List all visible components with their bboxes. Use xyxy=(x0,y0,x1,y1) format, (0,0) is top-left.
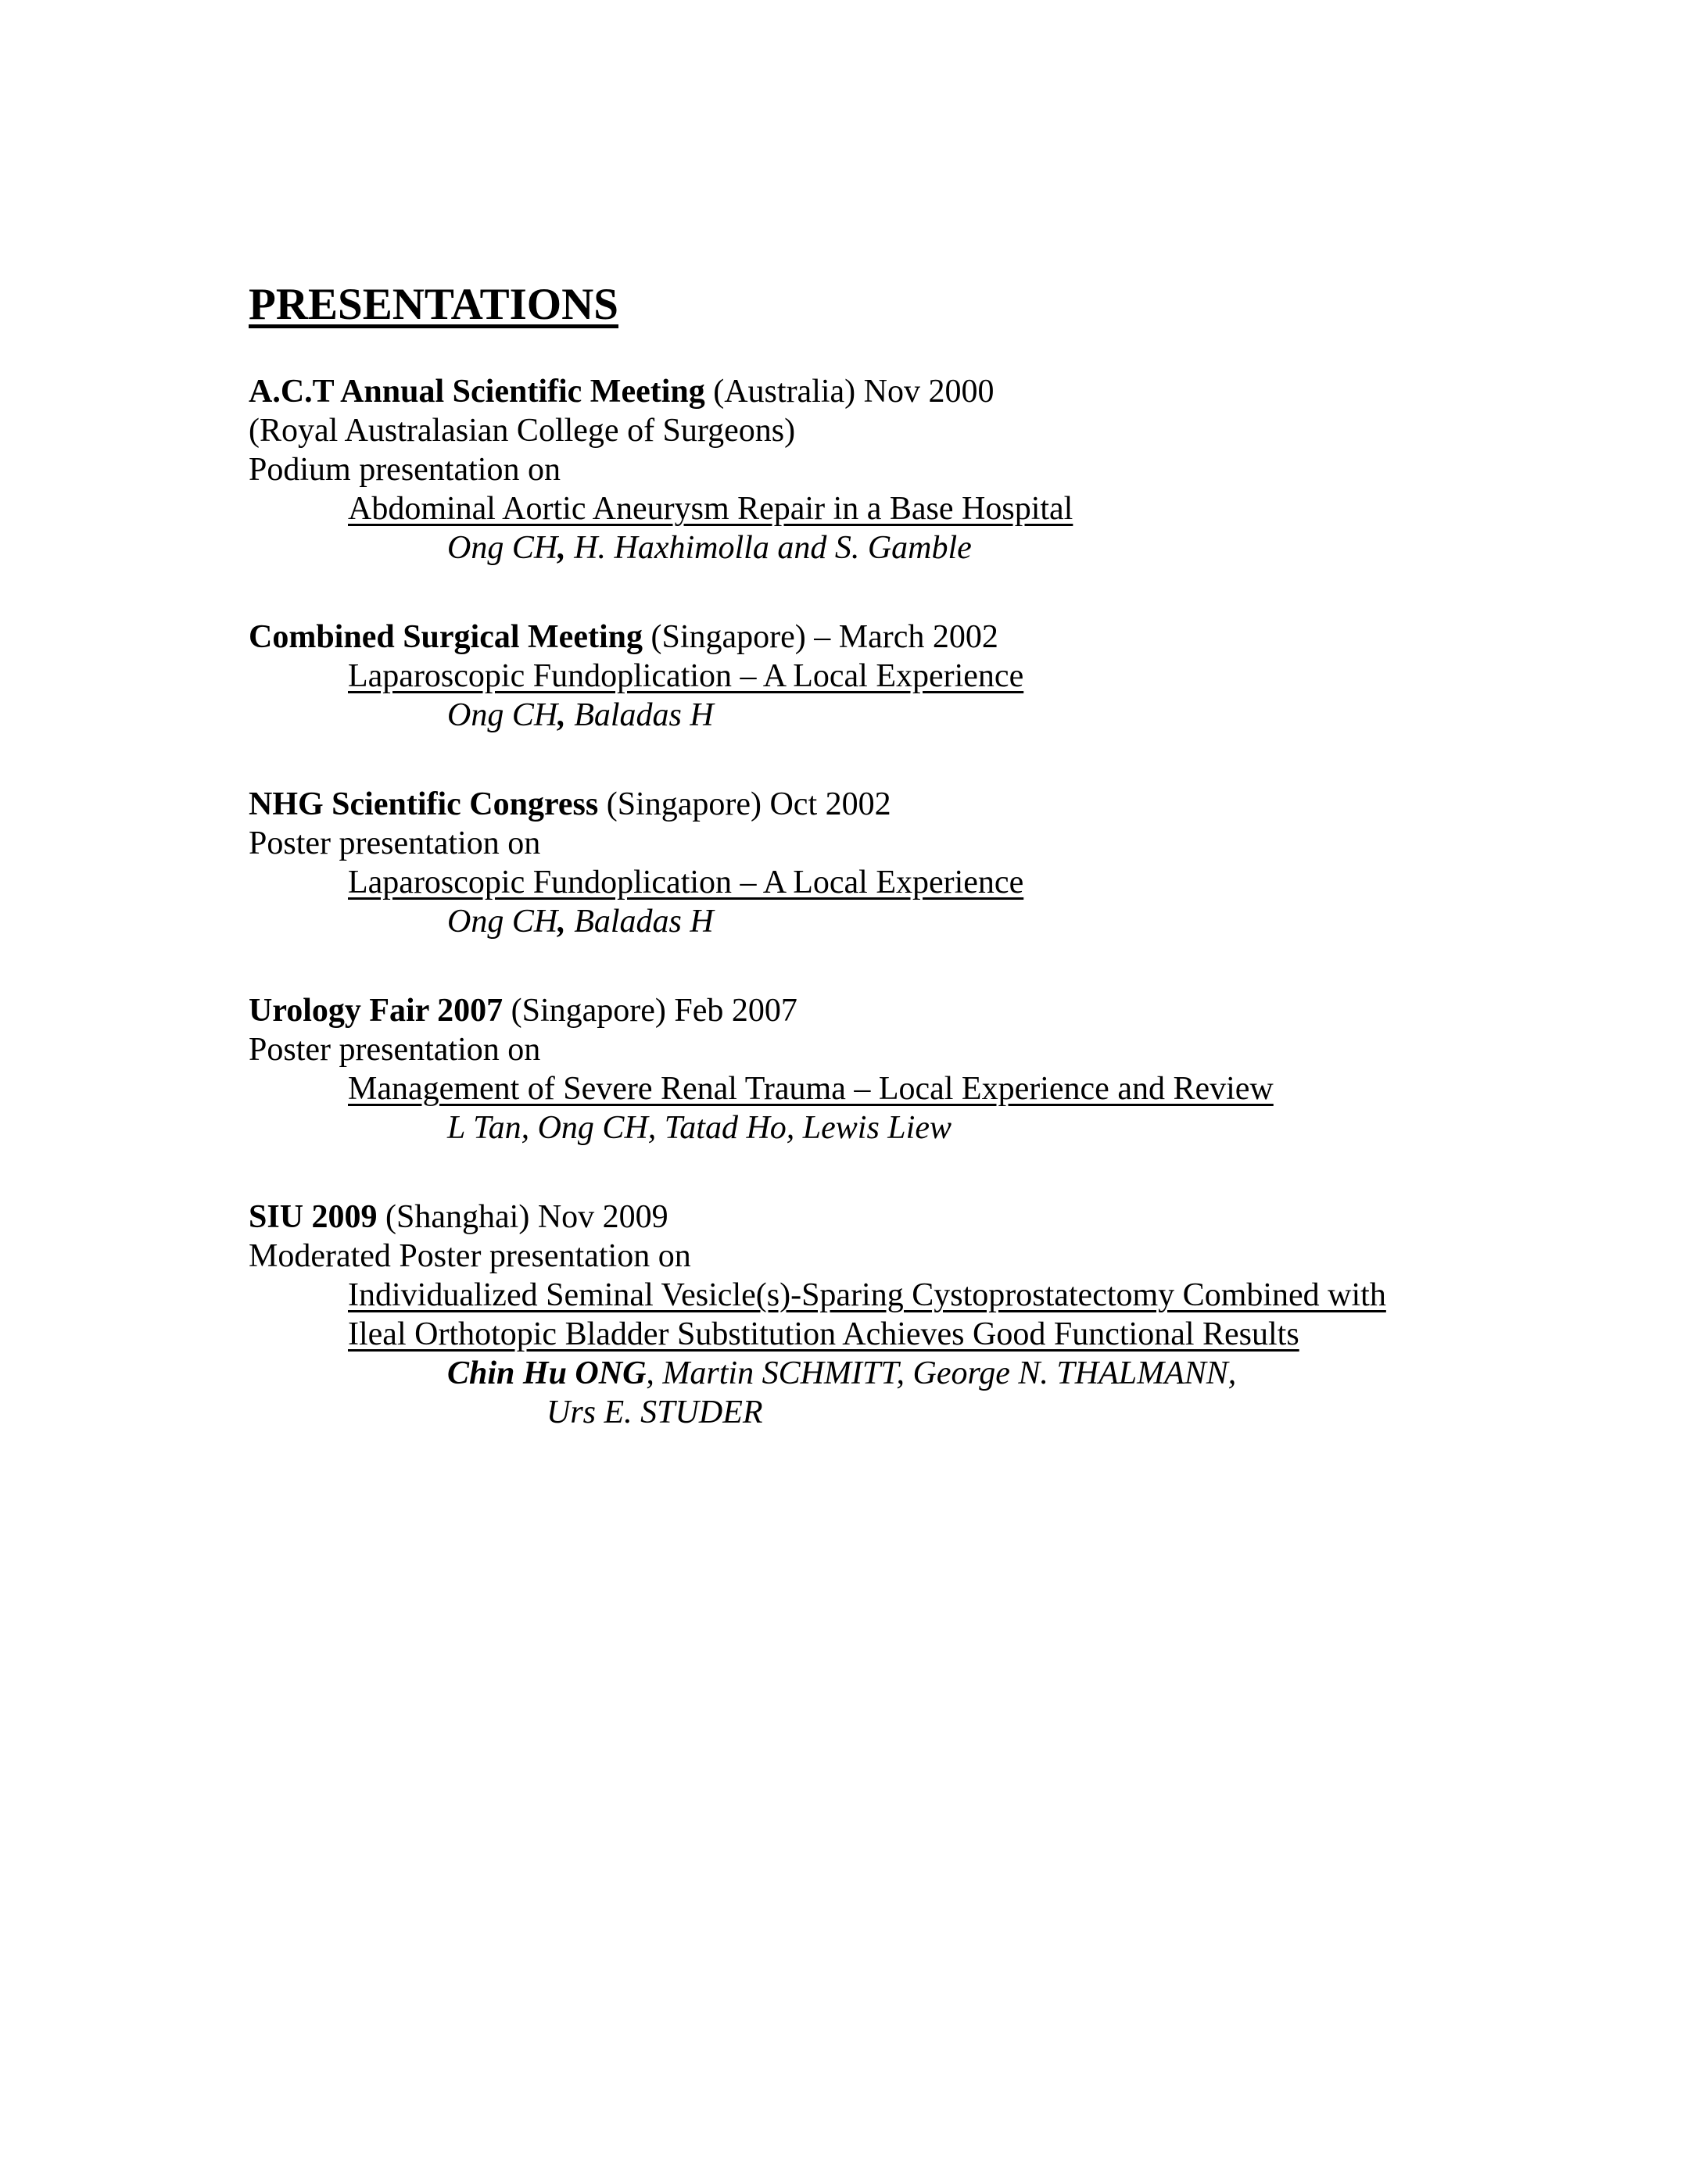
paper-title: Laparoscopic Fundoplication – A Local Experience xyxy=(348,657,1024,694)
author-name: Urs E. STUDER xyxy=(547,1394,763,1430)
author-names: , Martin SCHMITT, George N. THALMANN, xyxy=(646,1355,1237,1391)
event-name: NHG Scientific Congress xyxy=(249,786,599,822)
event-title-line xyxy=(249,991,1531,1030)
event-detail: (Australia) Nov 2000 xyxy=(704,373,995,410)
author-separator: , xyxy=(557,529,566,566)
presentation-section-nhg-2002 xyxy=(249,785,1531,941)
author-separator: , xyxy=(557,903,566,940)
author-names: Baladas H xyxy=(565,696,714,733)
paper-title-part-1: Individualized Seminal Vesicle(s)-Sparing Cystoprostatectomy Combined with xyxy=(348,1276,1386,1313)
presentation-section-act-2000 xyxy=(249,372,1531,567)
presentation-section-siu-2009 xyxy=(249,1198,1531,1432)
paper-title-line xyxy=(249,657,1531,696)
authors-line xyxy=(249,902,1531,941)
organization-line: (Royal Australasian College of Surgeons) xyxy=(249,412,796,449)
presentation-type-line: Poster presentation on xyxy=(249,825,541,861)
document-body xyxy=(249,281,1531,1482)
authors-continuation-line xyxy=(249,1393,1531,1432)
paper-title-part-2: Ileal Orthotopic Bladder Substitution Achieves Good Functional Results xyxy=(348,1316,1299,1352)
event-title-line xyxy=(249,785,1531,824)
paper-title-line xyxy=(249,1315,1531,1354)
authors-line xyxy=(249,1108,1531,1147)
authors-line xyxy=(249,696,1531,735)
authors-line xyxy=(249,528,1531,567)
event-title-line xyxy=(249,618,1531,657)
paper-title: Management of Severe Renal Trauma – Local Experience and Review xyxy=(348,1070,1274,1107)
presentation-section-csm-2002 xyxy=(249,618,1531,735)
event-detail: (Singapore) – March 2002 xyxy=(642,618,998,655)
author-names: H. Haxhimolla and S. Gamble xyxy=(565,529,972,566)
event-name: A.C.T Annual Scientific Meeting xyxy=(249,373,705,410)
author-names: L Tan, Ong CH, Tatad Ho, Lewis Liew xyxy=(447,1109,952,1146)
paper-title-line xyxy=(249,489,1531,528)
author-name-lead: Chin Hu ONG xyxy=(447,1355,647,1391)
author-name: Ong CH xyxy=(447,529,558,566)
paper-title: Laparoscopic Fundoplication – A Local Experience xyxy=(348,864,1024,900)
event-title-line xyxy=(249,372,1531,411)
author-name: Ong CH xyxy=(447,696,558,733)
event-detail: (Shanghai) Nov 2009 xyxy=(377,1198,668,1235)
paper-title-line xyxy=(249,1069,1531,1108)
presentation-type-line: Poster presentation on xyxy=(249,1031,541,1068)
author-name: Ong CH xyxy=(447,903,558,940)
presentation-type-line: Moderated Poster presentation on xyxy=(249,1237,691,1274)
author-separator: , xyxy=(557,696,566,733)
page-title: PRESENTATIONS xyxy=(249,280,619,329)
presentation-section-urology-fair-2007 xyxy=(249,991,1531,1147)
paper-title: Abdominal Aortic Aneurysm Repair in a Base Hospital xyxy=(348,490,1073,527)
event-detail: (Singapore) Oct 2002 xyxy=(598,786,891,822)
event-name: Combined Surgical Meeting xyxy=(249,618,643,655)
author-names: Baladas H xyxy=(565,903,714,940)
event-name: SIU 2009 xyxy=(249,1198,378,1235)
event-name: Urology Fair 2007 xyxy=(249,992,504,1029)
presentation-type-line: Podium presentation on xyxy=(249,451,561,488)
event-detail: (Singapore) Feb 2007 xyxy=(503,992,797,1029)
paper-title-line xyxy=(249,1276,1531,1315)
paper-title-line xyxy=(249,863,1531,902)
authors-line xyxy=(249,1354,1531,1393)
event-title-line xyxy=(249,1198,1531,1237)
